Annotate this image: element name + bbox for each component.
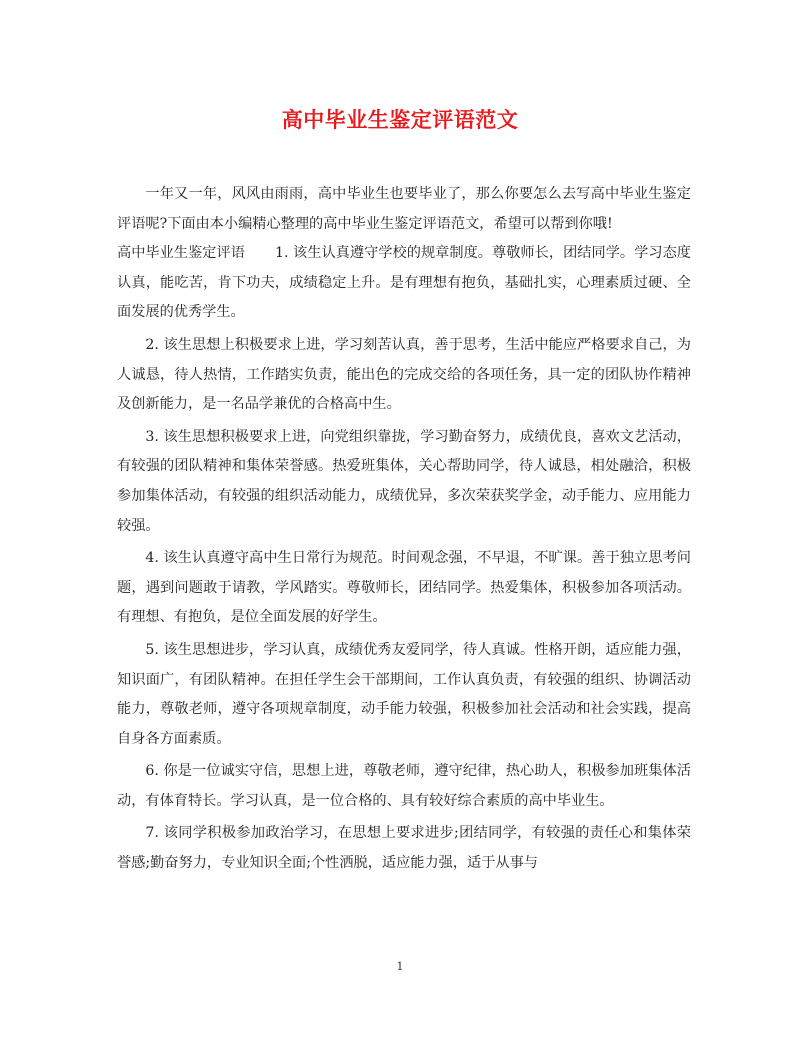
item-2-paragraph: 2. 该生思想上积极要求上进，学习刻苦认真，善于思考，生活中能应严格要求自己，为人诚恳，待人热情，工作踏实负责，能出色的完成交给的各项任务，具一定的团队协作精神及创新能力，是一名品学兼优的合格高中生。 [117, 336, 691, 413]
intro-paragraph: 一年又一年，风风由雨雨，高中毕业生也要毕业了，那么你要怎么去写高中毕业生鉴定评语呢?下面由本小编精心整理的高中毕业生鉴定评语范文，希望可以帮到你哦! [117, 186, 691, 232]
section-heading: 高中毕业生鉴定评语 [117, 245, 245, 262]
document-title: 高中毕业生鉴定评语范文 [281, 107, 519, 132]
document-body [117, 180, 691, 879]
page-number: 1 [396, 960, 404, 973]
item-6-paragraph: 6. 你是一位诚实守信，思想上进，尊敬老师，遵守纪律，热心助人，积极参加班集体活动，有体育特长。学习认真，是一位合格的、具有较好综合素质的高中毕业生。 [117, 763, 691, 809]
item-4-paragraph: 4. 该生认真遵守高中生日常行为规范。时间观念强，不早退，不旷课。善于独立思考问题，遇到问题敢于请教，学风踏实。尊敬师长，团结同学。热爱集体，积极参加各项活动。有理想、有抱负，是位全面发展的好学生。 [117, 550, 691, 626]
item-7-paragraph: 7. 该同学积极参加政治学习，在思想上要求进步;团结同学，有较强的责任心和集体荣誉感;勤奋努力，专业知识全面;个性洒脱，适应能力强，适于从事与 [117, 825, 691, 872]
item-5-paragraph: 5. 该生思想进步，学习认真，成绩优秀友爱同学，待人真诚。性格开朗，适应能力强，知识面广，有团队精神。在担任学生会干部期间，工作认真负责，有较强的组织、协调活动能力，尊敬老师，遵守各项规章制度，动手能力较强，积极参加社会活动和社会实践，提高自身各方面素质。 [117, 641, 691, 747]
item-3-paragraph: 3. 该生思想积极要求上进，向党组织靠拢，学习勤奋努力，成绩优良，喜欢文艺活动，有较强的团队精神和集体荣誉感。热爱班集体，关心帮助同学，待人诚恳，相处融洽，积极参加集体活动，有较强的组织活动能力，成绩优异，多次荣获奖学金，动手能力、应用能力较强。 [117, 428, 691, 534]
item-1-text: 1. 该生认真遵守学校的规章制度。尊敬师长，团结同学。学习态度认真，能吃苦，肯下功夫，成绩稳定上升。是有理想有抱负，基础扎实，心理素质过硬、全面发展的优秀学生。 [117, 245, 691, 321]
item-1-paragraph [117, 239, 691, 328]
